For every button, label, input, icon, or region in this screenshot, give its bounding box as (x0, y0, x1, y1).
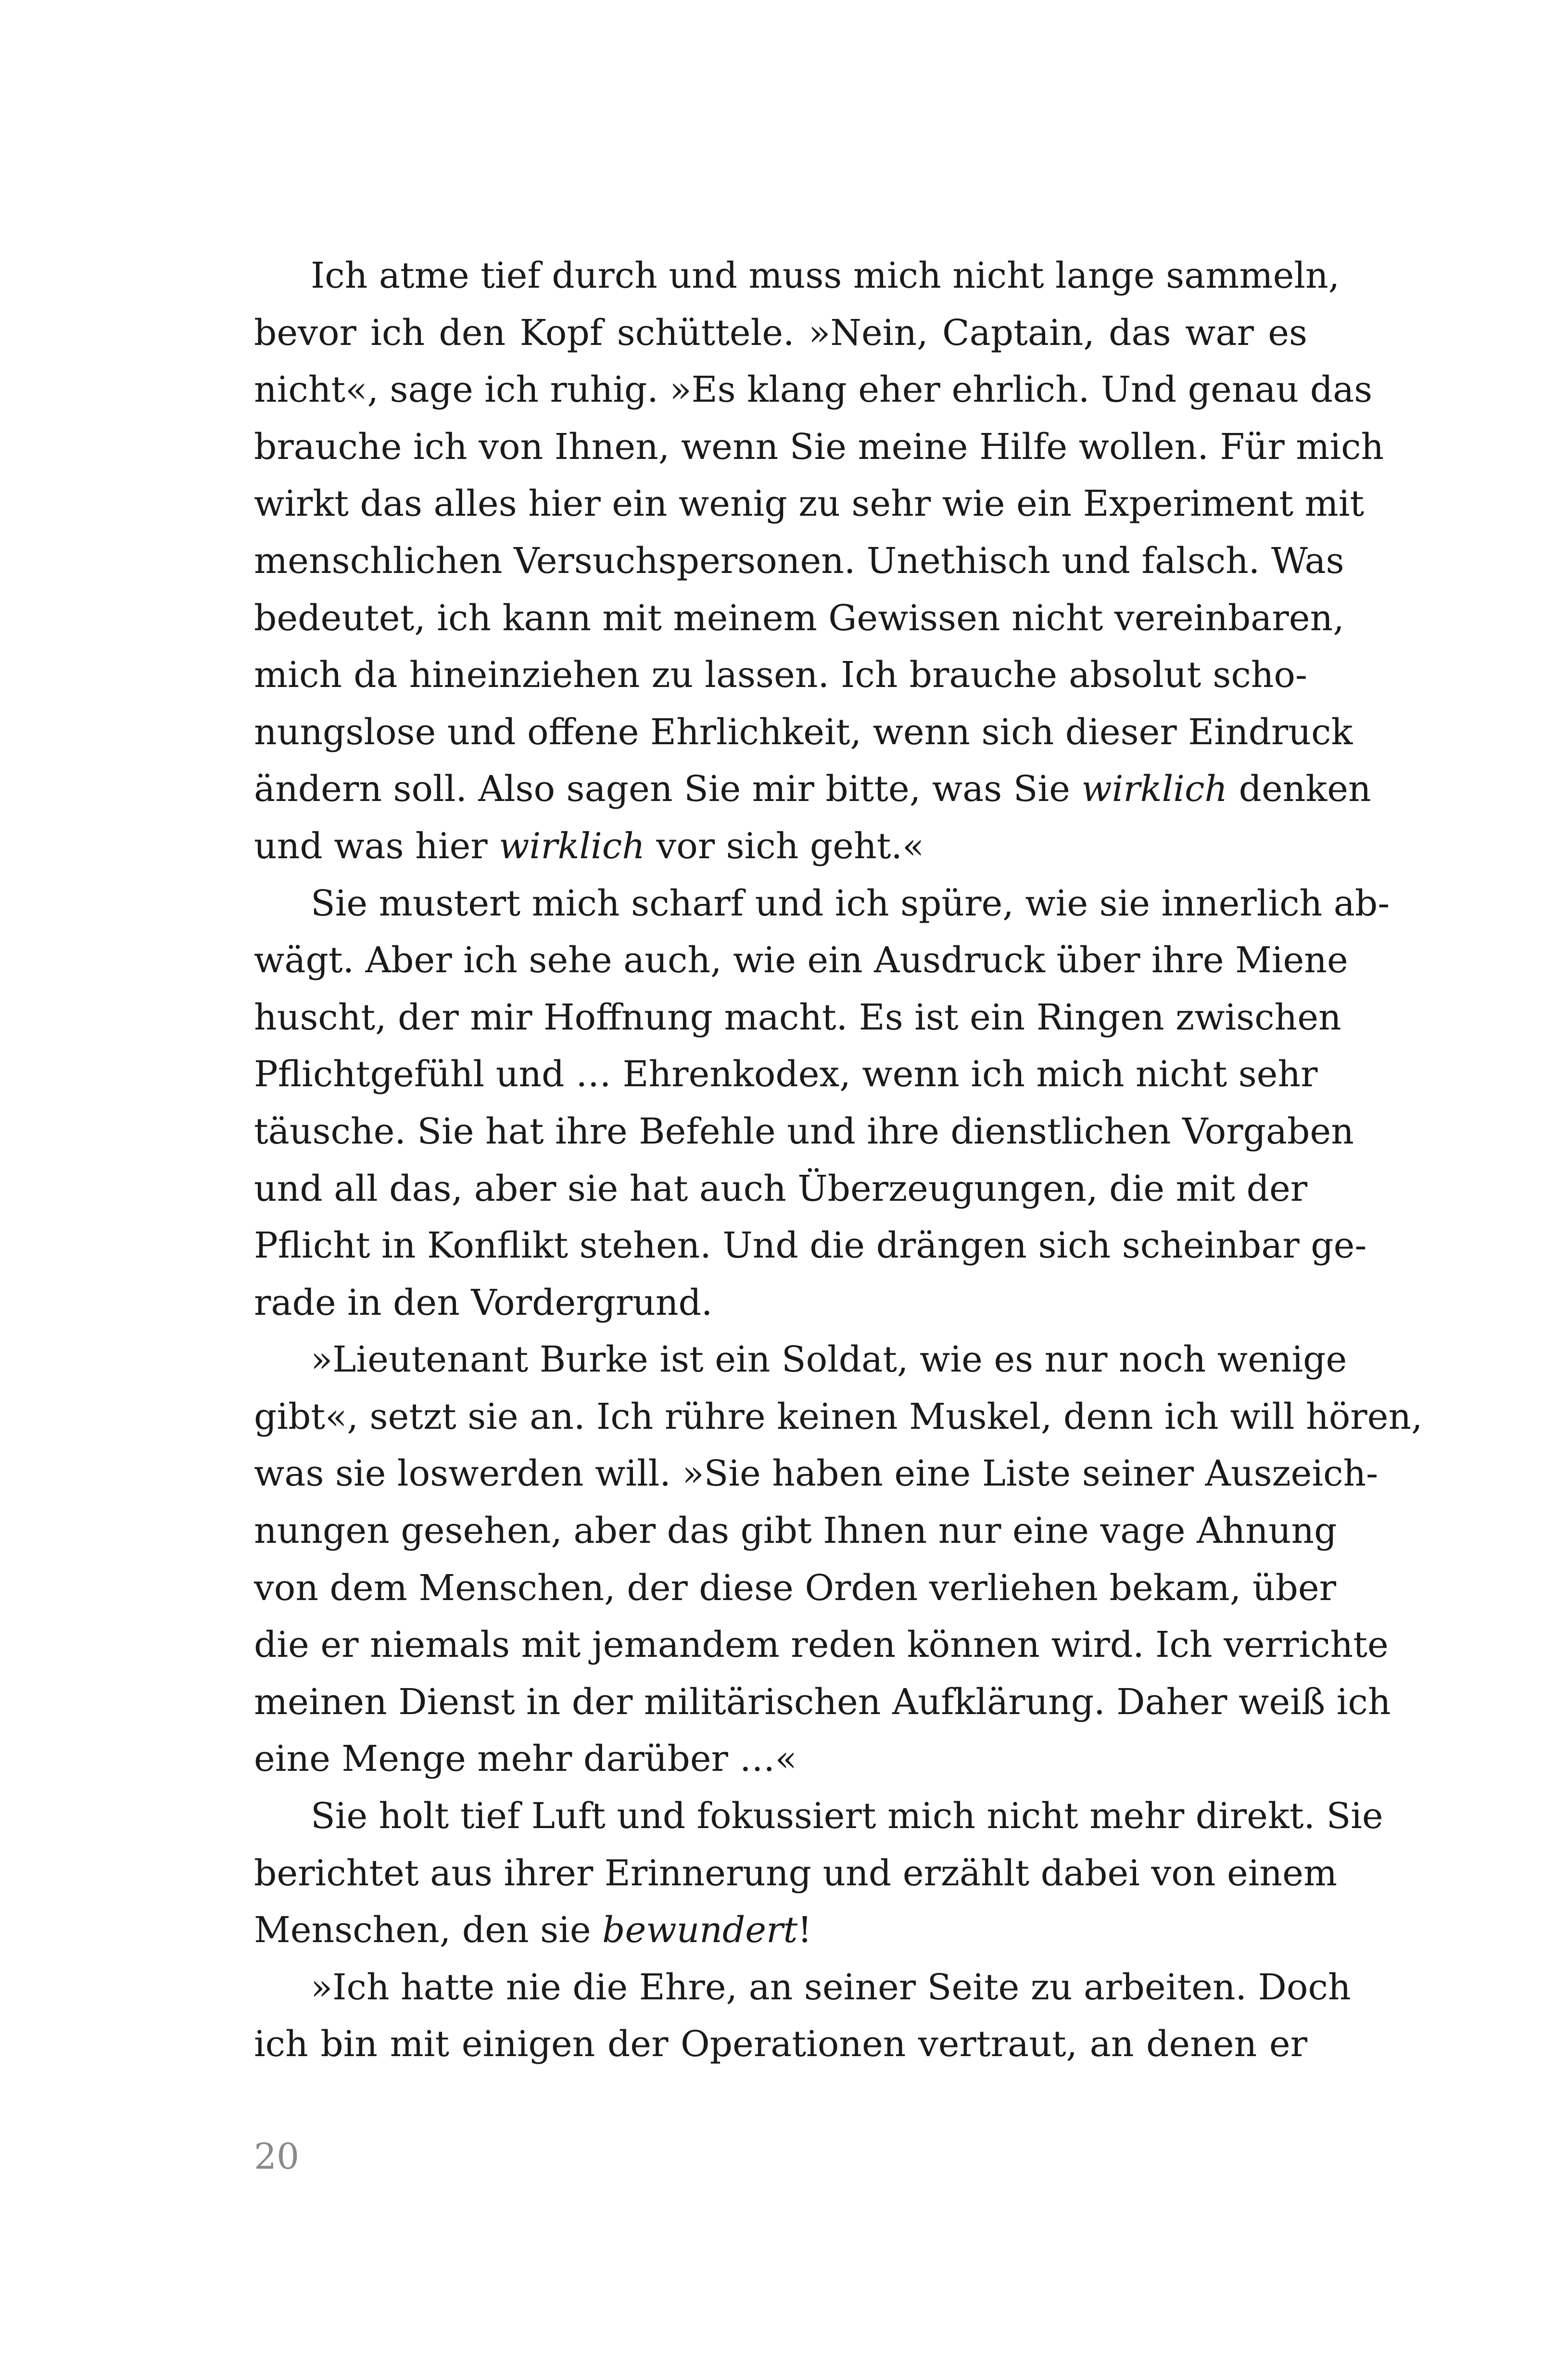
text-run: gibt«, setzt sie an. Ich rühre keinen Muskel, denn ich will hören, (254, 1396, 1423, 1437)
emphasis-text: wirklich (1081, 768, 1228, 810)
text-line (254, 1046, 1318, 1103)
body-text (254, 247, 1423, 2073)
text-line (254, 818, 1307, 875)
text-line (254, 704, 1353, 761)
text-line (254, 1845, 1338, 1902)
text-line (254, 533, 1344, 590)
text-line (254, 1217, 1367, 1274)
text-line (254, 1674, 1391, 1731)
text-line (254, 875, 1390, 932)
text-run: ! (797, 1909, 812, 1951)
text-line (254, 1616, 1389, 1674)
text-line (254, 1502, 1337, 1560)
text-line (254, 1959, 1351, 2016)
text-line (254, 1160, 1307, 1218)
paragraph (254, 1959, 1351, 2073)
text-run: von dem Menschen, der diese Orden verliehen bekam, über (254, 1567, 1337, 1609)
text-run: ändern soll. Also sagen Sie mir bitte, was Sie (254, 768, 1082, 810)
text-line (254, 932, 1348, 989)
text-line (254, 590, 1344, 647)
text-run: mich da hineinziehen zu lassen. Ich brauche absolut scho- (254, 654, 1307, 696)
text-line (254, 475, 1365, 533)
text-line (254, 419, 1384, 476)
text-run: Sie mustert mich scharf und ich spüre, wie sie innerlich ab- (311, 882, 1390, 924)
paragraph (254, 1788, 1383, 1959)
text-run: meinen Dienst in der militärischen Aufklärung. Daher weiß ich (254, 1681, 1391, 1723)
text-line (254, 1788, 1383, 1845)
text-run: und all das, aber sie hat auch Überzeugungen, die mit der (254, 1168, 1308, 1209)
text-run: Menschen, den sie (254, 1909, 603, 1951)
text-line (254, 247, 1340, 305)
text-line (254, 1274, 1307, 1332)
text-line (254, 2016, 1307, 2073)
text-run: Sie holt tief Luft und fokussiert mich nicht mehr direkt. Sie (311, 1795, 1383, 1837)
text-run: bedeutet, ich kann mit meinem Gewissen nicht vereinbaren, (254, 597, 1344, 639)
text-line (254, 1730, 1307, 1788)
text-run: »Ich hatte nie die Ehre, an seiner Seite zu arbeiten. Doch (311, 1966, 1351, 2008)
text-run: ich bin mit einigen der Operationen vertraut, an denen er (254, 2023, 1307, 2065)
paragraph (254, 1331, 1423, 1788)
text-line (254, 305, 1307, 362)
text-line (254, 761, 1371, 818)
text-run: wirkt das alles hier ein wenig zu sehr wie ein Experiment mit (254, 483, 1365, 525)
text-line (254, 361, 1373, 419)
text-run: nungslose und offene Ehrlichkeit, wenn sich dieser Eindruck (254, 711, 1353, 753)
text-line (254, 1331, 1347, 1388)
paragraph (254, 247, 1384, 875)
text-run: Pflicht in Konflikt stehen. Und die drängen sich scheinbar ge- (254, 1225, 1367, 1267)
text-line (254, 1902, 1307, 1959)
text-run: Ich atme tief durch und muss mich nicht lange sammeln, (311, 255, 1340, 296)
text-run: und was hier (254, 825, 499, 867)
text-run: nungen gesehen, aber das gibt Ihnen nur eine vage Ahnung (254, 1510, 1337, 1552)
text-run: was sie loswerden will. »Sie haben eine Liste seiner Auszeich- (254, 1453, 1378, 1495)
text-run: täusche. Sie hat ihre Befehle und ihre dienstlichen Vorgaben (254, 1110, 1354, 1152)
text-run: Pflichtgefühl und … Ehrenkodex, wenn ich mich nicht sehr (254, 1054, 1318, 1095)
text-line (254, 1388, 1423, 1446)
paragraph (254, 875, 1390, 1332)
text-line (254, 1560, 1337, 1617)
text-run: »Lieutenant Burke ist ein Soldat, wie es nur noch wenige (311, 1339, 1347, 1381)
page-number: 20 (254, 2136, 300, 2177)
text-run: berichtet aus ihrer Erinnerung und erzählt dabei von einem (254, 1852, 1338, 1894)
text-run: nicht«, sage ich ruhig. »Es klang eher ehrlich. Und genau das (254, 369, 1373, 411)
text-line (254, 1445, 1378, 1502)
text-line (254, 1103, 1354, 1160)
text-run: rade in den Vordergrund. (254, 1282, 713, 1323)
text-run: vor sich geht.« (645, 825, 924, 867)
text-line (254, 647, 1307, 704)
text-line (254, 989, 1341, 1046)
text-run: wägt. Aber ich sehe auch, wie ein Ausdruck über ihre Miene (254, 940, 1348, 981)
text-run: brauche ich von Ihnen, wenn Sie meine Hilfe wollen. Für mich (254, 426, 1384, 468)
text-run: eine Menge mehr darüber …« (254, 1738, 797, 1780)
text-run: bevor ich den Kopf schüttele. »Nein, Captain, das war es (254, 312, 1307, 354)
text-run: die er niemals mit jemandem reden können wird. Ich verrichte (254, 1624, 1389, 1666)
emphasis-text: wirklich (499, 825, 645, 867)
text-run: huscht, der mir Hoffnung macht. Es ist ein Ringen zwischen (254, 996, 1341, 1038)
emphasis-text: bewundert (602, 1909, 798, 1951)
text-run: denken (1227, 768, 1371, 810)
text-run: menschlichen Versuchspersonen. Unethisch und falsch. Was (254, 540, 1344, 582)
